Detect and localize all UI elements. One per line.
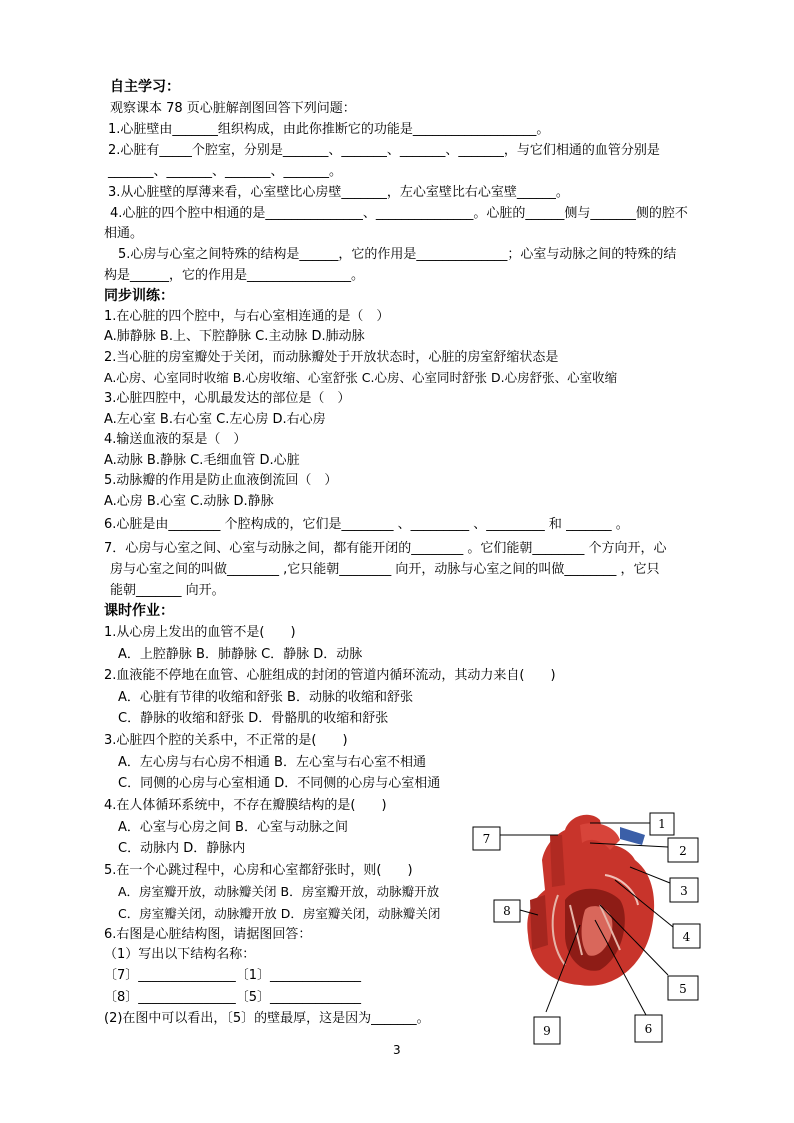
option-text: A．心脏有节律的收缩和舒张 B．动脉的收缩和舒张 bbox=[118, 690, 413, 705]
question-text: 6.心脏是由________ 个腔构成的，它们是________ 、_________ 、_________ 和 _______ 。 bbox=[104, 517, 629, 532]
svg-text:7: 7 bbox=[482, 832, 491, 846]
section-title-practice: 同步训练： bbox=[104, 288, 174, 304]
question-text: (2)在图中可以看出，〔5〕的壁最厚，这是因为_______。 bbox=[104, 1011, 430, 1026]
question-text: 3.心脏四腔中，心肌最发达的部位是（ ） bbox=[104, 391, 351, 406]
question-text: 1.从心房上发出的血管不是( ) bbox=[104, 625, 296, 640]
label-8 bbox=[494, 900, 520, 922]
option-text: A.肺静脉 B.上、下腔静脉 C.主动脉 D.肺动脉 bbox=[104, 329, 365, 344]
option-text: C．房室瓣关闭，动脉瓣开放 D．房室瓣关闭，动脉瓣关闭 bbox=[118, 906, 441, 921]
option-text: C．同侧的心房与心室相通 D．不同侧的心房与心室相通 bbox=[118, 776, 441, 791]
question-text: 4.心脏的四个腔中相通的是_______________、_______________。心脏的______侧与_______侧的腔不 bbox=[110, 206, 688, 221]
question-text: 4.输送血液的泵是（ ） bbox=[104, 432, 247, 447]
question-text: 5.动脉瓣的作用是防止血液倒流回（ ） bbox=[104, 473, 338, 488]
label-1 bbox=[650, 813, 674, 835]
option-text: A．房室瓣开放，动脉瓣关闭 B．房室瓣开放，动脉瓣开放 bbox=[118, 884, 440, 899]
question-text: 房与心室之间的叫做________ ,它只能朝________ 向开，动脉与心室之间的叫做________ ，它只 bbox=[110, 562, 660, 577]
question-text: 1.心脏壁由_______组织构成，由此你推断它的功能是___________________。 bbox=[108, 122, 550, 137]
question-text: 相通。 bbox=[104, 226, 144, 241]
section-title-homework: 课时作业： bbox=[104, 603, 174, 619]
question-text: 6.右图是心脏结构图，请据图回答： bbox=[104, 927, 312, 942]
page-number: 3 bbox=[393, 1043, 401, 1057]
question-text: 2.心脏有_____个腔室，分别是_______、_______、_______、_______，与它们相通的血管分别是 bbox=[108, 143, 660, 158]
answer-line: 〔8〕_______________〔5〕______________ bbox=[104, 990, 362, 1005]
svg-text:4: 4 bbox=[682, 930, 691, 944]
question-text: 构是______，它的作用是________________。 bbox=[104, 268, 365, 283]
svg-text:3: 3 bbox=[680, 884, 688, 898]
question-text: 1.在心脏的四个腔中，与右心室相连通的是（ ） bbox=[104, 309, 390, 324]
option-text: A.左心室 B.右心室 C.左心房 D.右心房 bbox=[104, 412, 326, 427]
option-text: A.动脉 B.静脉 C.毛细血管 D.心脏 bbox=[104, 453, 300, 468]
option-text: C．动脉内 D．静脉内 bbox=[118, 841, 246, 856]
question-text: 2.当心脏的房室瓣处于关闭，而动脉瓣处于开放状态时，心脏的房室舒缩状态是 bbox=[104, 350, 559, 365]
label-6 bbox=[635, 1015, 662, 1042]
label-3 bbox=[670, 878, 698, 902]
label-4 bbox=[673, 924, 700, 948]
question-text: （1）写出以下结构名称： bbox=[104, 947, 256, 962]
option-text: A．上腔静脉 B．肺静脉 C．静脉 D．动脉 bbox=[118, 647, 363, 662]
label-9 bbox=[534, 1017, 560, 1044]
question-text: 7．心房与心室之间、心室与动脉之间，都有能开闭的________ 。它们能朝________ 个方向开，心 bbox=[104, 541, 667, 556]
svg-text:9: 9 bbox=[543, 1024, 551, 1038]
question-text: 3.从心脏壁的厚薄来看，心室壁比心房壁_______，左心室壁比右心室壁______。 bbox=[108, 185, 569, 200]
option-text: A.心房、心室同时收缩 B.心房收缩、心室舒张 C.心房、心室同时舒张 D.心房舒张、心室收缩 bbox=[104, 370, 618, 385]
option-text: A.心房 B.心室 C.动脉 D.静脉 bbox=[104, 494, 274, 509]
label-5 bbox=[668, 976, 698, 1000]
answer-line: 〔7〕_______________〔1〕______________ bbox=[104, 968, 362, 983]
question-text: 能朝_______ 向开。 bbox=[110, 583, 225, 598]
svg-text:5: 5 bbox=[679, 982, 687, 996]
question-text: 2.血液能不停地在血管、心脏组成的封闭的管道内循环流动，其动力来自( ) bbox=[104, 668, 556, 683]
svg-text:6: 6 bbox=[644, 1022, 653, 1036]
heart-diagram bbox=[470, 805, 710, 1050]
svg-text:1: 1 bbox=[658, 817, 666, 831]
option-text: A．心室与心房之间 B．心室与动脉之间 bbox=[118, 820, 348, 835]
section-title-self-study: 自主学习： bbox=[110, 79, 180, 95]
intro-text: 观察课本 78 页心脏解剖图回答下列问题： bbox=[110, 101, 356, 116]
question-text: _______、_______、_______、_______。 bbox=[108, 164, 343, 179]
question-text: 5.心房与心室之间特殊的结构是______，它的作用是______________；心室与动脉之间的特殊的结 bbox=[118, 247, 677, 262]
question-text: 5.在一个心跳过程中，心房和心室都舒张时，则( ) bbox=[104, 863, 413, 878]
question-text: 4.在人体循环系统中，不存在瓣膜结构的是( ) bbox=[104, 798, 387, 813]
label-7 bbox=[473, 827, 500, 850]
question-text: 3.心脏四个腔的关系中，不正常的是( ) bbox=[104, 733, 348, 748]
option-text: C．静脉的收缩和舒张 D．骨骼肌的收缩和舒张 bbox=[118, 711, 389, 726]
svg-text:2: 2 bbox=[679, 844, 687, 858]
label-2 bbox=[668, 838, 698, 862]
heart-illustration bbox=[527, 815, 654, 986]
option-text: A．左心房与右心房不相通 B．左心室与右心室不相通 bbox=[118, 755, 426, 770]
svg-text:8: 8 bbox=[503, 904, 511, 918]
